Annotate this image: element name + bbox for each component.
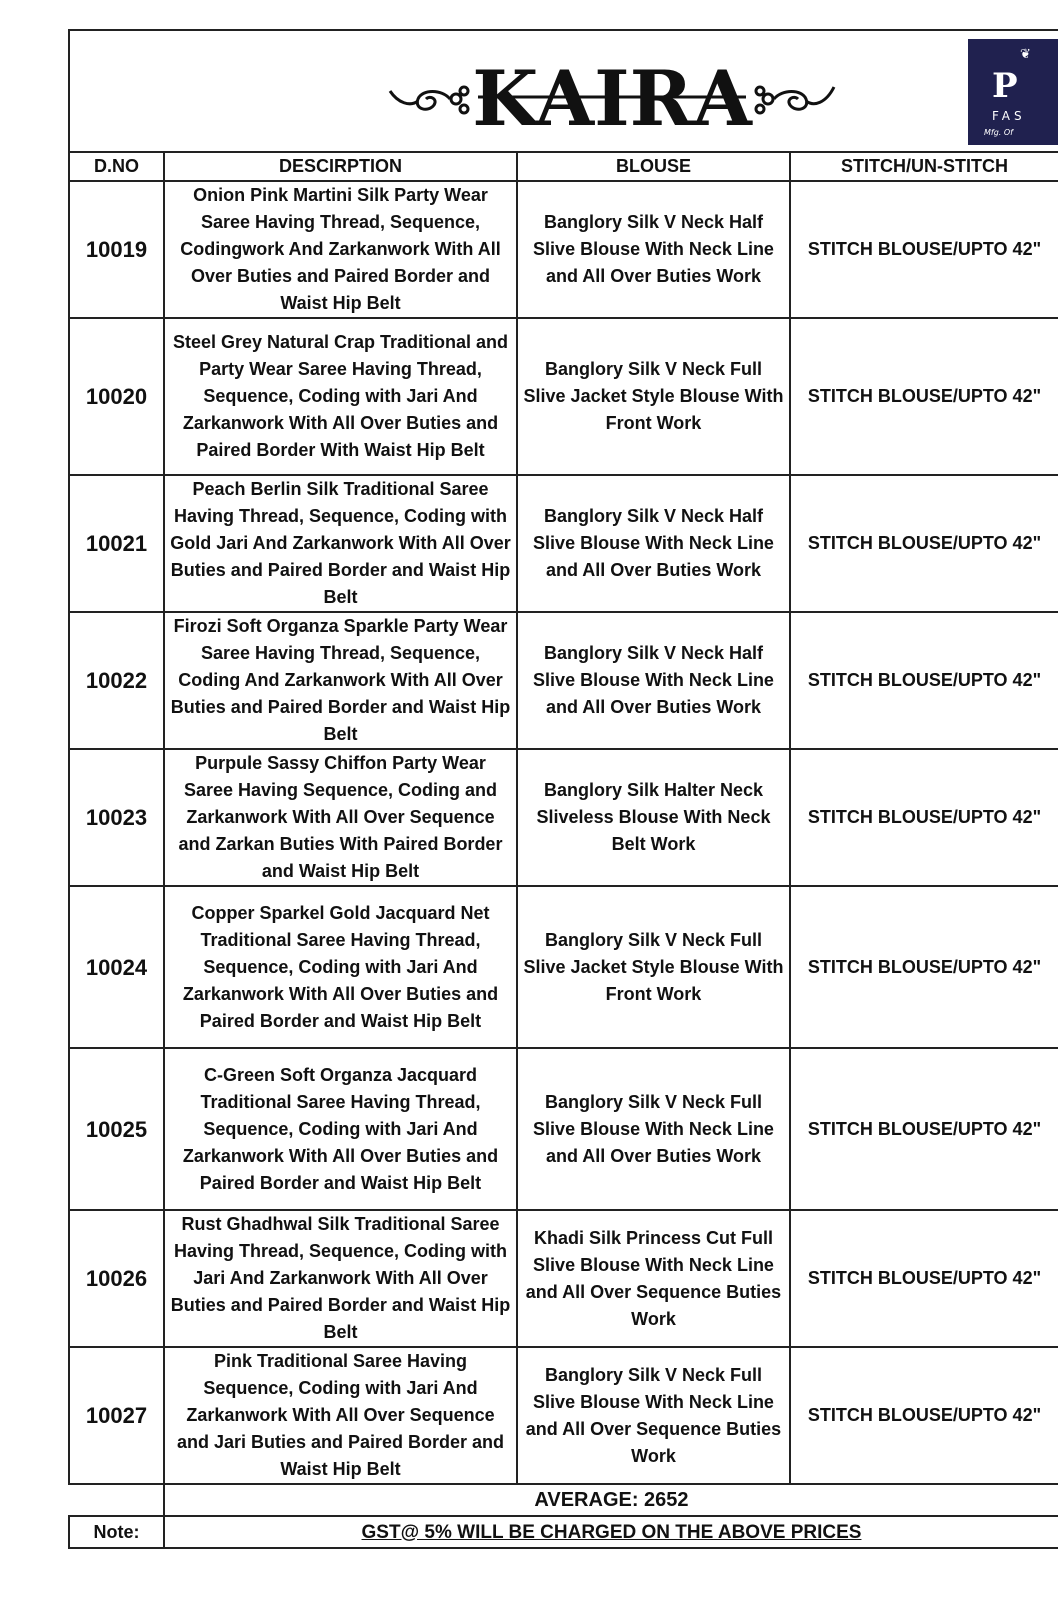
note-label: Note: (69, 1516, 164, 1548)
table-row (69, 749, 1058, 886)
note-row (69, 1516, 1058, 1548)
blouse-cell: Khadi Silk Princess Cut Full Slive Blouse With Neck Line and All Over Sequence Buties Work (517, 1210, 790, 1347)
column-header-dno: D.NO (69, 152, 164, 181)
design-number: 10022 (69, 612, 164, 749)
logo-subtitle: FAS (992, 109, 1026, 123)
table-row (69, 475, 1058, 612)
table-row (69, 886, 1058, 1048)
table-row (69, 612, 1058, 749)
design-number: 10027 (69, 1347, 164, 1484)
brand-name: KAIRA (472, 54, 752, 141)
description-cell: Onion Pink Martini Silk Party Wear Saree Having Thread, Sequence, Codingwork And Zarkanwork With All Over Buties and Paired Border and Waist Hip Belt (164, 181, 517, 318)
blouse-cell: Banglory Silk V Neck Full Slive Jacket Style Blouse With Front Work (517, 886, 790, 1048)
description-cell: Firozi Soft Organza Sparkle Party Wear Saree Having Thread, Sequence, Coding And Zarkanwork With All Over Buties and Paired Border and Waist Hip Belt (164, 612, 517, 749)
stitch-cell: STITCH BLOUSE/UPTO 42" (790, 749, 1058, 886)
stitch-cell: STITCH BLOUSE/UPTO 42" (790, 1048, 1058, 1210)
blouse-cell: Banglory Silk V Neck Half Slive Blouse With Neck Line and All Over Buties Work (517, 475, 790, 612)
average-value: AVERAGE: 2652 (164, 1484, 1058, 1516)
company-logo (968, 39, 1058, 145)
column-header-blouse: BLOUSE (517, 152, 790, 181)
average-spacer (69, 1484, 164, 1516)
description-cell: Copper Sparkel Gold Jacquard Net Traditional Saree Having Thread, Sequence, Coding with Jari And Zarkanwork With All Over Buties and Paired Border and Waist Hip Belt (164, 886, 517, 1048)
brand-logo (382, 51, 842, 141)
stitch-cell: STITCH BLOUSE/UPTO 42" (790, 475, 1058, 612)
stitch-cell: STITCH BLOUSE/UPTO 42" (790, 181, 1058, 318)
design-number: 10024 (69, 886, 164, 1048)
table-row (69, 1048, 1058, 1210)
blouse-cell: Banglory Silk Halter Neck Sliveless Blouse With Neck Belt Work (517, 749, 790, 886)
logo-tagline: Mfg. Of (984, 128, 1013, 137)
design-number: 10026 (69, 1210, 164, 1347)
column-header-description: DESCIRPTION (164, 152, 517, 181)
table-row (69, 1210, 1058, 1347)
table-row (69, 1347, 1058, 1484)
blouse-cell: Banglory Silk V Neck Half Slive Blouse With Neck Line and All Over Buties Work (517, 181, 790, 318)
description-cell: Pink Traditional Saree Having Sequence, Coding with Jari And Zarkanwork With All Over Sequence and Jari Buties and Paired Border and Waist Hip Belt (164, 1347, 517, 1484)
average-row (69, 1484, 1058, 1516)
header-banner (68, 29, 1058, 151)
blouse-cell: Banglory Silk V Neck Full Slive Jacket Style Blouse With Front Work (517, 318, 790, 475)
blouse-cell: Banglory Silk V Neck Full Slive Blouse With Neck Line and All Over Sequence Buties Work (517, 1347, 790, 1484)
catalog-sheet (68, 29, 1058, 1549)
design-number: 10021 (69, 475, 164, 612)
stitch-cell: STITCH BLOUSE/UPTO 42" (790, 886, 1058, 1048)
description-cell: Rust Ghadhwal Silk Traditional Saree Having Thread, Sequence, Coding with Jari And Zarkanwork With All Over Buties and Paired Border and Waist Hip Belt (164, 1210, 517, 1347)
logo-letter: P (992, 66, 1018, 106)
description-cell: Purpule Sassy Chiffon Party Wear Saree Having Sequence, Coding and Zarkanwork With All Over Sequence and Zarkan Buties With Paired Border and Waist Hip Belt (164, 749, 517, 886)
stitch-cell: STITCH BLOUSE/UPTO 42" (790, 612, 1058, 749)
product-table (68, 151, 1058, 1549)
description-cell: Steel Grey Natural Crap Traditional and Party Wear Saree Having Thread, Sequence, Coding with Jari And Zarkanwork With All Over Buties and Paired Border With Waist Hip Belt (164, 318, 517, 475)
blouse-cell: Banglory Silk V Neck Half Slive Blouse With Neck Line and All Over Buties Work (517, 612, 790, 749)
table-row (69, 181, 1058, 318)
column-header-stitch: STITCH/UN-STITCH (790, 152, 1058, 181)
description-cell: Peach Berlin Silk Traditional Saree Having Thread, Sequence, Coding with Gold Jari And Zarkanwork With All Over Buties and Paired Border and Waist Hip Belt (164, 475, 517, 612)
design-number: 10019 (69, 181, 164, 318)
table-row (69, 318, 1058, 475)
blouse-cell: Banglory Silk V Neck Full Slive Blouse With Neck Line and All Over Buties Work (517, 1048, 790, 1210)
table-header-row (69, 152, 1058, 181)
leaf-icon: ❦ (1020, 47, 1031, 62)
stitch-cell: STITCH BLOUSE/UPTO 42" (790, 1347, 1058, 1484)
design-number: 10023 (69, 749, 164, 886)
stitch-cell: STITCH BLOUSE/UPTO 42" (790, 318, 1058, 475)
note-text: GST@ 5% WILL BE CHARGED ON THE ABOVE PRICES (164, 1516, 1058, 1548)
description-cell: C-Green Soft Organza Jacquard Traditional Saree Having Thread, Sequence, Coding with Jari And Zarkanwork With All Over Buties and Paired Border and Waist Hip Belt (164, 1048, 517, 1210)
stitch-cell: STITCH BLOUSE/UPTO 42" (790, 1210, 1058, 1347)
design-number: 10020 (69, 318, 164, 475)
design-number: 10025 (69, 1048, 164, 1210)
